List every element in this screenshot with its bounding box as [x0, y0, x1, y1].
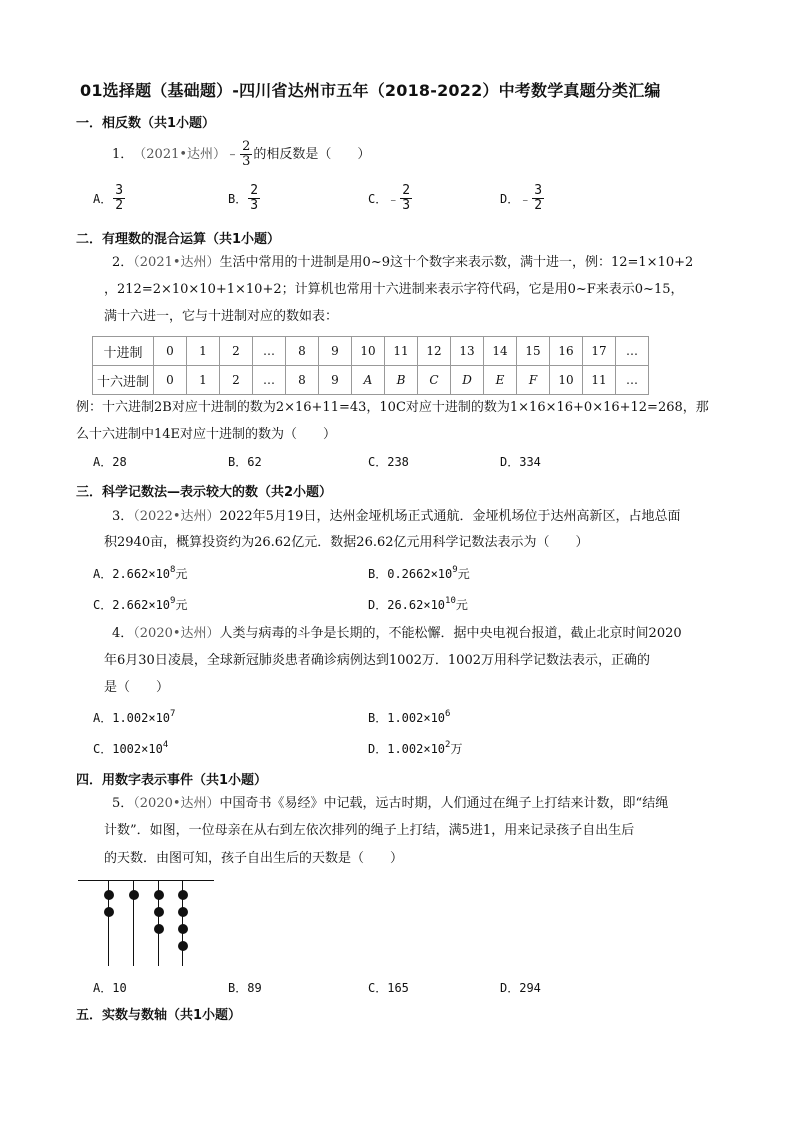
question-2-line5: 么十六进制中14E对应十进制的数为（ ）	[76, 427, 337, 442]
q3-option-c[interactable]: C．$2.662\times 10^9$元	[93, 596, 188, 612]
q1-option-b[interactable]: B． $\frac{2}{3}$	[228, 183, 259, 213]
knot	[178, 907, 188, 917]
q1-option-c[interactable]: C． ﹣ $\frac{2}{3}$	[368, 183, 411, 213]
table-row-decimal: 十进制 0 1 2 … 8 9 10 11 12 13 14 15 16 17 …	[93, 337, 649, 366]
q4-option-b[interactable]: B．$1.002\times 10^6$	[368, 709, 451, 725]
q2-option-b[interactable]: B．62	[228, 455, 262, 469]
knotted-ropes-figure	[76, 876, 216, 966]
knot	[154, 907, 164, 917]
question-3-line1: 3．（2022•达州）2022年5月19日，达州金垭机场正式通航．金垭机场位于达州高新区，占地总面	[112, 509, 681, 524]
q3-option-d[interactable]: D．$26.62\times 10^{10}$元	[368, 596, 468, 612]
hex-table	[92, 336, 649, 395]
question-4-line2: 年6月30日凌晨，全球新冠肺炎患者确诊病例达到1002万．1002万用科学记数法表示，正确的	[104, 653, 650, 668]
q4-option-c[interactable]: C．$1002\times 10^4$	[93, 740, 169, 756]
q5-option-d[interactable]: D．294	[500, 981, 541, 995]
q1-option-a[interactable]: A． $\frac{3}{2}$	[93, 183, 124, 213]
top-bar	[78, 880, 214, 881]
q2-option-d[interactable]: D．334	[500, 455, 541, 469]
question-5-line3: 的天数．由图可知，孩子自出生后的天数是（ ）	[104, 851, 404, 866]
q5-option-a[interactable]: A．10	[93, 981, 127, 995]
question-3-line2: 积2940亩，概算投资约为26.62亿元．数据26.62亿元用科学记数法表示为（ ）	[104, 535, 589, 550]
q5-option-b[interactable]: B．89	[228, 981, 262, 995]
question-source: （2021•达州）	[133, 146, 227, 162]
q5-option-c[interactable]: C．165	[368, 981, 409, 995]
question-5-line1: 5．（2020•达州）中国奇书《易经》中记载，远古时期，人们通过在绳子上打结来计数，即“结绳	[112, 796, 669, 811]
q3-option-a[interactable]: A．$2.662\times 10^8$元	[93, 565, 188, 581]
section-heading-5: 五．实数与数轴（共1小题）	[76, 1008, 242, 1023]
question-4-line3: 是（ ）	[104, 680, 170, 695]
section-heading-1: 一．相反数（共1小题）	[76, 116, 216, 131]
page-title: 01选择题（基础题）-四川省达州市五年（2018-2022）中考数学真题分类汇编	[80, 81, 661, 100]
knot	[178, 941, 188, 951]
q1-option-d[interactable]: D． ﹣ $\frac{3}{2}$	[500, 183, 543, 213]
question-2-line1: 2．（2021•达州）生活中常用的十进制是用0~9这十个数字来表示数，满十进一，例：12=1×10+2	[112, 255, 694, 270]
section-heading-4: 四．用数字表示事件（共1小题）	[76, 773, 268, 788]
knot	[129, 890, 139, 900]
section-heading-2: 二．有理数的混合运算（共1小题）	[76, 232, 281, 247]
question-2-line4: 例：十六进制2B对应十进制的数为2×16+11=43，10C对应十进制的数为1×16×16+0×16+12=268，那	[76, 400, 709, 415]
section-heading-3: 三．科学记数法—表示较大的数（共2小题）	[76, 485, 333, 500]
fraction: $\frac{2}{3}$	[242, 139, 251, 169]
knot	[178, 924, 188, 934]
question-4-line1: 4．（2020•达州）人类与病毒的斗争是长期的，不能松懈．据中央电视台报道，截止北京时间2020	[112, 626, 682, 641]
q4-option-a[interactable]: A．$1.002\times 10^7$	[93, 709, 176, 725]
knot	[104, 907, 114, 917]
knot	[154, 924, 164, 934]
question-2-line3: 满十六进一，它与十进制对应的数如表：	[104, 309, 339, 324]
knot	[178, 890, 188, 900]
q2-option-a[interactable]: A．28	[93, 455, 127, 469]
q2-option-c[interactable]: C．238	[368, 455, 409, 469]
q3-option-b[interactable]: B．$0.2662\times 10^9$元	[368, 565, 470, 581]
question-tail: 的相反数是（ ）	[253, 146, 371, 162]
q4-option-d[interactable]: D．$1.002\times 10^2$万	[368, 740, 463, 756]
question-1-stem	[112, 140, 370, 169]
question-5-line2: 计数”．如图，一位母亲在从右到左依次排列的绳子上打结，满5进1，用来记录孩子自出生后	[104, 823, 635, 838]
minus-sign: ﹣	[226, 146, 240, 162]
knot	[154, 890, 164, 900]
question-number: 1．	[112, 146, 134, 162]
question-2-line2: ，212=2×10×10+1×10+2；计算机也常用十六进制来表示字符代码，它是用0~F来表示0~15，	[104, 282, 684, 297]
table-row-hex: 十六进制 0 1 2 … 8 9 A B C D E F 10 11 …	[93, 366, 649, 395]
knot	[104, 890, 114, 900]
